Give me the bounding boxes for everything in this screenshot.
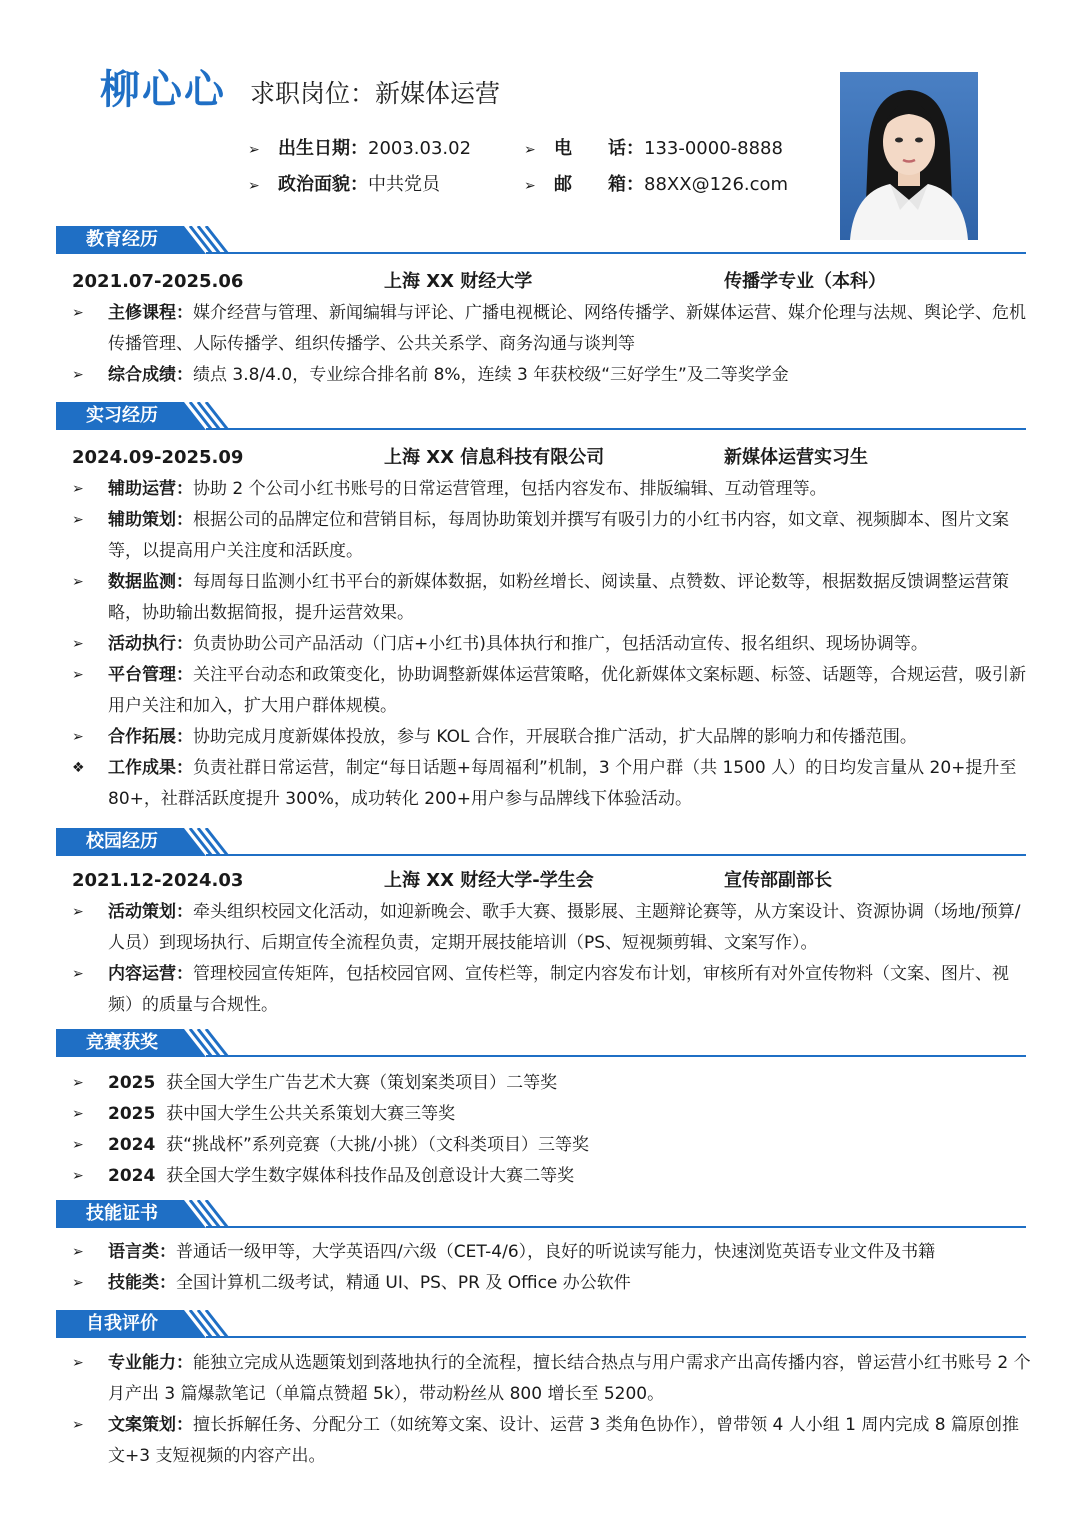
edu-date: 2021.07-2025.06	[72, 271, 244, 292]
item-text: 每周每日监测小红书平台的新媒体数据，如粉丝增长、阅读量、点赞数、评论数等，根据数据反馈调整运营策略，协助输出数据简报，提升运营效果。	[108, 572, 1009, 623]
section-title: 技能证书	[86, 1203, 158, 1224]
item-text: 全国计算机二级考试，精通 UI、PS、PR 及 Office 办公软件	[176, 1273, 631, 1293]
arrow-bullet-icon: ➢	[72, 1244, 84, 1260]
arrow-bullet-icon: ➢	[72, 1106, 84, 1122]
arrow-bullet-icon: ➢	[72, 966, 84, 982]
arrow-bullet-icon: ➢	[72, 1417, 84, 1433]
item-label: 专业能力：	[108, 1353, 193, 1373]
arrow-bullet-icon: ➢	[72, 1168, 84, 1184]
item-label: 主修课程：	[108, 303, 193, 323]
section-header-skills	[56, 1200, 1026, 1230]
item-label: 活动策划：	[108, 902, 193, 922]
list-item	[72, 1268, 1032, 1299]
list-item	[72, 1130, 1032, 1161]
arrow-bullet-icon: ➢	[72, 367, 84, 383]
edu-major: 传播学专业（本科）	[724, 271, 886, 292]
info-label: 出生日期：	[278, 138, 368, 159]
list-item	[72, 298, 1032, 360]
item-text: 牵头组织校园文化活动，如迎新晚会、歌手大赛、摄影展、主题辩论赛等，从方案设计、资源协调（场地/预算/人员）到现场执行、后期宣传全流程负责，定期开展技能培训（PS、短视频剪辑、文案写作）。	[108, 902, 1021, 953]
list-item	[72, 629, 1032, 660]
item-text: 绩点 3.8/4.0，专业综合排名前 8%，连续 3 年获校级“三好学生”及二等奖学金	[193, 365, 789, 385]
item-text: 擅长拆解任务、分配分工（如统筹文案、设计、运营 3 类角色协作），曾带领 4 人小组 1 周内完成 8 篇原创推文+3 支短视频的内容产出。	[108, 1415, 1019, 1466]
section-header-education	[56, 226, 1026, 256]
section-divider	[206, 252, 1026, 254]
item-label: 技能类：	[108, 1273, 176, 1293]
intern-company: 上海 XX 信息科技有限公司	[384, 447, 605, 468]
section-title: 教育经历	[86, 229, 158, 250]
award-text: 获中国大学生公共关系策划大赛三等奖	[166, 1104, 456, 1124]
info-phone	[524, 137, 783, 162]
list-item	[72, 897, 1032, 959]
section-header-campus	[56, 828, 1026, 858]
item-text: 负责社群日常运营，制定“每日话题+每周福利”机制，3 个用户群（共 1500 人）的日均发言量从 20+提升至 80+，社群活跃度提升 300%，成功转化 200+用户参与品牌线下体验活动。	[108, 758, 1017, 809]
arrow-bullet-icon: ➢	[72, 729, 84, 745]
arrow-bullet-icon: ➢	[248, 142, 260, 158]
item-label: 辅助策划：	[108, 510, 193, 530]
info-label: 邮 箱：	[554, 174, 644, 195]
intern-date: 2024.09-2025.09	[72, 447, 244, 468]
section-title: 自我评价	[86, 1313, 158, 1334]
section-divider	[206, 428, 1026, 430]
arrow-bullet-icon: ➢	[72, 1275, 84, 1291]
info-politics	[248, 173, 440, 198]
list-item	[72, 722, 1032, 753]
item-text: 能独立完成从选题策划到落地执行的全流程，擅长结合热点与用户需求产出高传播内容，曾运营小红书账号 2 个月产出 3 篇爆款笔记（单篇点赞超 5k），带动粉丝从 800 增长至 5200。	[108, 1353, 1031, 1404]
item-label: 数据监测：	[108, 572, 193, 592]
item-label: 综合成绩：	[108, 365, 193, 385]
section-title: 竞赛获奖	[86, 1032, 158, 1053]
award-text: 获全国大学生数字媒体科技作品及创意设计大赛二等奖	[166, 1166, 575, 1186]
item-label: 辅助运营：	[108, 479, 193, 499]
arrow-bullet-icon: ➢	[72, 574, 84, 590]
section-divider	[206, 854, 1026, 856]
award-text: 获“挑战杯”系列竞赛（大挑/小挑）（文科类项目）三等奖	[166, 1135, 589, 1155]
arrow-bullet-icon: ➢	[72, 636, 84, 652]
item-label: 平台管理：	[108, 665, 193, 685]
campus-role: 宣传部副部长	[724, 870, 832, 891]
section-header-self	[56, 1310, 1026, 1340]
list-item	[72, 1410, 1032, 1472]
list-item	[72, 567, 1032, 629]
campus-date: 2021.12-2024.03	[72, 870, 244, 891]
arrow-bullet-icon: ➢	[524, 178, 536, 194]
section-divider	[206, 1055, 1026, 1057]
item-text: 根据公司的品牌定位和营销目标，每周协助策划并撰写有吸引力的小红书内容，如文章、视频脚本、图片文案等，以提高用户关注度和活跃度。	[108, 510, 1009, 561]
item-label: 语言类：	[108, 1242, 176, 1262]
edu-school: 上海 XX 财经大学	[384, 271, 533, 292]
list-item	[72, 474, 1032, 505]
item-text: 关注平台动态和政策变化，协助调整新媒体运营策略，优化新媒体文案标题、标签、话题等，合规运营，吸引新用户关注和加入，扩大用户群体规模。	[108, 665, 1026, 716]
list-item	[72, 1161, 1032, 1192]
candidate-name: 柳心心	[100, 67, 226, 113]
arrow-bullet-icon: ➢	[72, 904, 84, 920]
arrow-bullet-icon: ➢	[72, 667, 84, 683]
section-title: 校园经历	[86, 831, 158, 852]
item-label: 文案策划：	[108, 1415, 193, 1435]
campus-org: 上海 XX 财经大学-学生会	[384, 870, 594, 891]
item-text: 协助完成月度新媒体投放，参与 KOL 合作，开展联合推广活动，扩大品牌的影响力和传播范围。	[193, 727, 917, 747]
arrow-bullet-icon: ➢	[72, 305, 84, 321]
arrow-bullet-icon: ➢	[72, 481, 84, 497]
award-text: 获全国大学生广告艺术大赛（策划案类项目）二等奖	[166, 1073, 558, 1093]
arrow-bullet-icon: ➢	[524, 142, 536, 158]
info-value: 133-0000-8888	[644, 138, 783, 159]
award-year: 2025	[108, 1073, 156, 1093]
intern-role: 新媒体运营实习生	[724, 447, 868, 468]
item-label: 工作成果：	[108, 758, 193, 778]
list-item	[72, 959, 1032, 1021]
award-year: 2024	[108, 1166, 156, 1186]
item-text: 媒介经营与管理、新闻编辑与评论、广播电视概论、网络传播学、新媒体运营、媒介伦理与法规、舆论学、危机传播管理、人际传播学、组织传播学、公共关系学、商务沟通与谈判等	[108, 303, 1026, 354]
list-item	[72, 1068, 1032, 1099]
info-label: 政治面貌：	[278, 174, 368, 195]
info-birth	[248, 137, 471, 162]
info-value: 2003.03.02	[368, 138, 472, 159]
list-item	[72, 1348, 1032, 1410]
list-item	[72, 505, 1032, 567]
arrow-bullet-icon: ➢	[72, 512, 84, 528]
list-item	[72, 1237, 1032, 1268]
arrow-bullet-icon: ➢	[248, 178, 260, 194]
item-text: 普通话一级甲等，大学英语四/六级（CET-4/6），良好的听说读写能力，快速浏览英语专业文件及书籍	[176, 1242, 936, 1262]
info-value: 88XX@126.com	[644, 174, 789, 195]
section-header-internship	[56, 402, 1026, 432]
list-item	[72, 360, 1032, 391]
job-target: 求职岗位：新媒体运营	[250, 79, 501, 108]
info-label: 电 话：	[554, 138, 644, 159]
award-year: 2024	[108, 1135, 156, 1155]
info-value: 中共党员	[368, 174, 440, 195]
section-title: 实习经历	[86, 405, 158, 426]
arrow-bullet-icon: ➢	[72, 1355, 84, 1371]
item-label: 活动执行：	[108, 634, 193, 654]
item-text: 负责协助公司产品活动（门店+小红书)具体执行和推广，包括活动宣传、报名组织、现场协调等。	[193, 634, 928, 654]
diamond-bullet-icon: ❖	[72, 760, 85, 776]
list-item	[72, 753, 1032, 815]
list-item	[72, 660, 1032, 722]
item-text: 管理校园宣传矩阵，包括校园官网、宣传栏等，制定内容发布计划，审核所有对外宣传物料（文案、图片、视频）的质量与合规性。	[108, 964, 1009, 1015]
list-item	[72, 1099, 1032, 1130]
section-divider	[206, 1336, 1026, 1338]
arrow-bullet-icon: ➢	[72, 1075, 84, 1091]
section-divider	[206, 1226, 1026, 1228]
profile-photo	[840, 72, 978, 240]
item-label: 内容运营：	[108, 964, 193, 984]
item-label: 合作拓展：	[108, 727, 193, 747]
award-year: 2025	[108, 1104, 156, 1124]
section-header-awards	[56, 1029, 1026, 1059]
arrow-bullet-icon: ➢	[72, 1137, 84, 1153]
info-email	[524, 173, 788, 198]
item-text: 协助 2 个公司小红书账号的日常运营管理，包括内容发布、排版编辑、互动管理等。	[193, 479, 827, 499]
